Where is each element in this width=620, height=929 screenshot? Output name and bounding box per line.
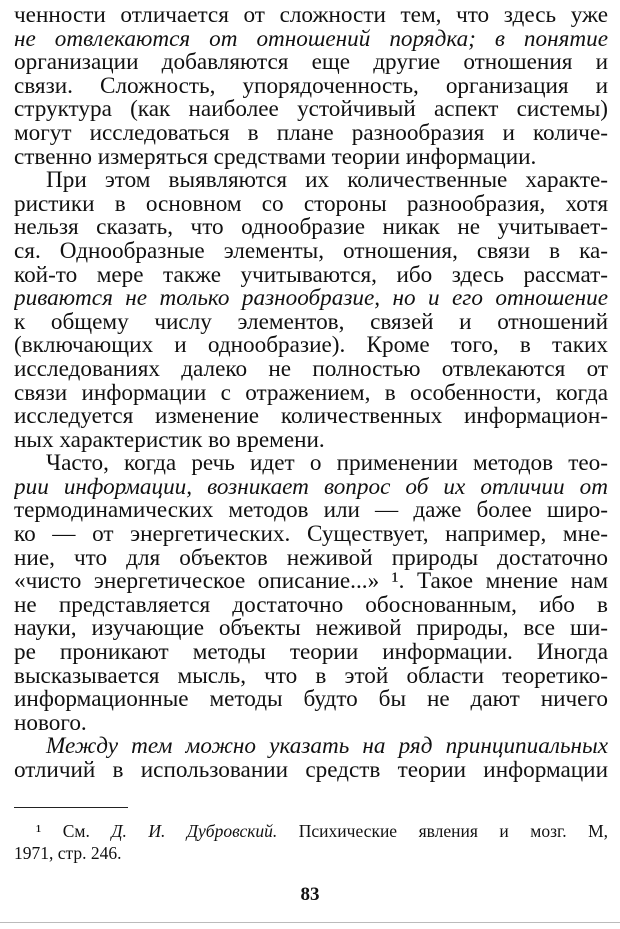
text-line: термодинамических методов или — даже более широ- [14,499,608,524]
italic-line-text: Между тем можно указать на ряд принципиальных [46,735,608,759]
footnote-divider [14,807,128,808]
body-text [14,4,608,783]
footnote-title: Психические явления и мозг. М, [298,821,609,841]
italic-line-text: риваются не только разнообразие, но и его отношение [14,287,608,311]
text-line: ственно измеряться средствами теории информации. [14,145,537,170]
text-line [14,287,608,311]
footnote-marker: ¹ [36,821,42,841]
footnote-author: Д. И. Дубровский. [111,821,278,841]
text-line [14,735,608,759]
text-line: ных характеристик во времени. [14,428,325,453]
text-line: ся. Однообразные элементы, отношения, связи в ка- [14,239,608,264]
text-line: «чисто энергетическое описание...» ¹. Такое мнение нам [14,570,608,594]
text-line: науки, изучающие объекты неживой природы, все ши- [14,617,608,642]
text-line [14,28,608,52]
text-line: ние, что для объектов неживой природы достаточно [14,546,608,571]
text-line: исследуется изменение количественных информацион- [14,405,608,429]
text-line: структура (как наиболее устойчивый аспект системы) [14,98,608,122]
text-line: информационные методы будто бы не дают ничего [14,688,608,712]
text-line: связи. Сложность, упорядоченность, организация и [14,74,608,99]
text-line: ченности отличается от сложности тем, что здесь уже [14,4,608,28]
footnote [14,820,608,864]
footnote-line [14,820,608,842]
text-line [14,476,608,500]
text-line: отличий в использовании средств теории информации [14,759,608,783]
text-line: нового. [14,711,87,736]
text-line: (включающих и однообразие). Кроме того, в таких [14,334,608,358]
text-line: высказывается мысль, что в этой области теоретико- [14,664,608,689]
text-line: Часто, когда речь идет о применении методов тео- [46,452,608,476]
text-line: связи информации с отражением, в особенности, когда [14,381,608,406]
text-line: могут исследоваться в плане разнообразия и количе- [14,121,608,146]
text-line: ре проникают методы теории информации. Иногда [14,641,608,665]
footnote-line: 1971, стр. 246. [14,843,122,863]
page-bottom-edge [0,922,620,923]
text-line: кой-то мере также учитываются, ибо здесь рассмат- [14,263,608,288]
italic-line-text: не отвлекаются от отношений порядка; в понятие [14,27,608,52]
text-line: исследованиях далеко не полностью отвлекаются от [14,357,608,382]
text-line: организации добавляются еще другие отношения и [14,51,608,75]
footnote-prefix: См. [62,821,90,841]
italic-line-text: рии информации, возникает вопрос об их отличии от [14,475,608,500]
text-line: ко — от энергетических. Существует, например, мне- [14,523,608,547]
text-line: ристики в основном со стороны разнообразия, хотя [14,192,608,217]
text-line: не представляется достаточно обоснованным, ибо в [14,593,608,618]
page-number: 83 [300,884,320,905]
text-line: При этом выявляются их количественные характе- [46,169,608,193]
text-line: к общему числу элементов, связей и отношений [14,310,608,335]
text-line: нельзя сказать, что однообразие никак не учитывает- [14,216,608,240]
